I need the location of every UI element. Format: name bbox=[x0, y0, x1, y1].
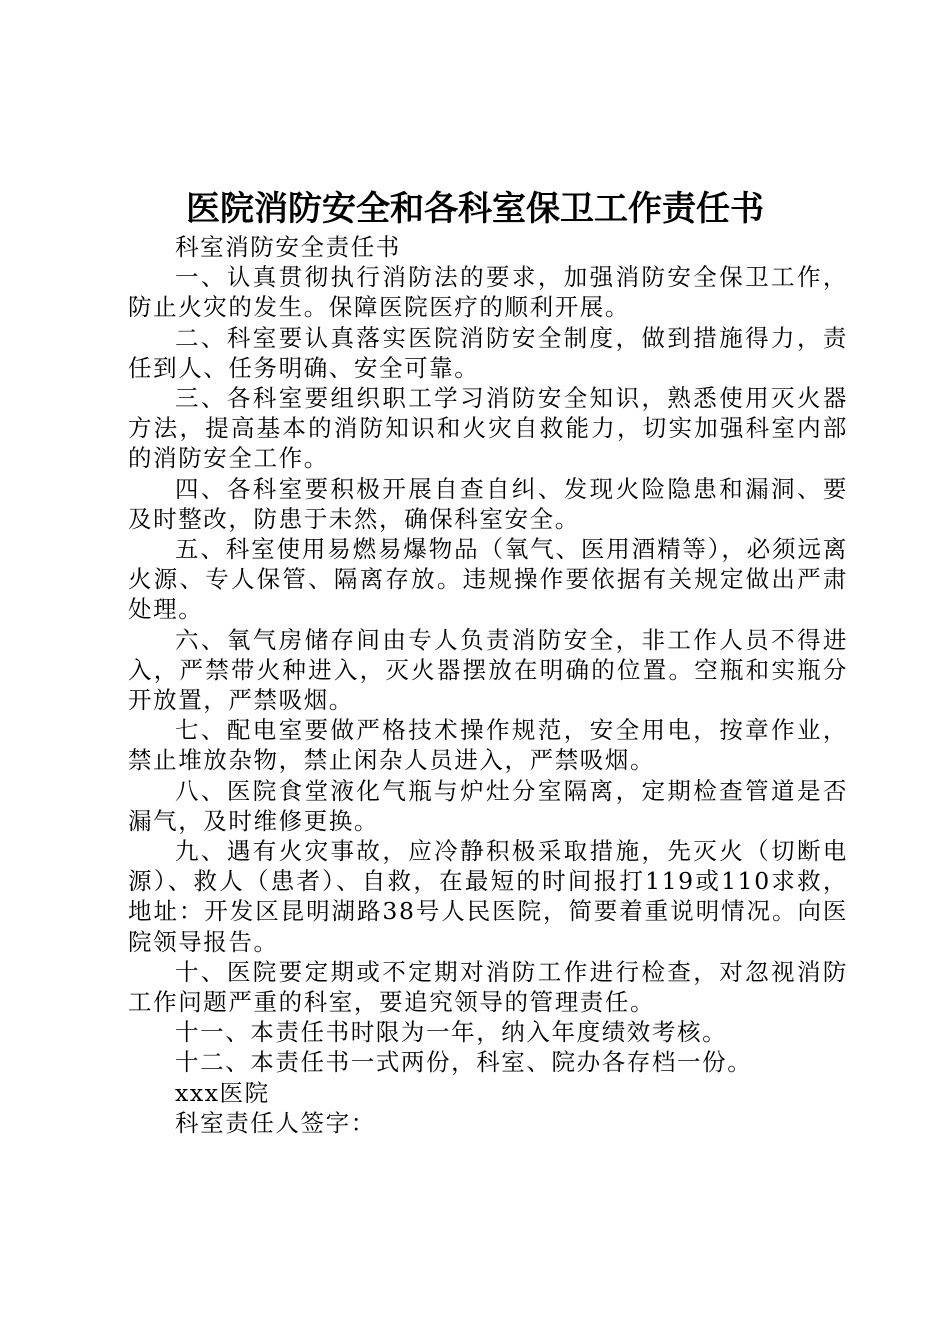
clause-7: 七、配电室要做严格技术操作规范，安全用电，按章作业，禁止堆放杂物，禁止闲杂人员进入，严禁吸烟。 bbox=[128, 716, 848, 775]
clause-5: 五、科室使用易燃易爆物品（氧气、医用酒精等），必须远离火源、专人保管、隔离存放。违规操作要依据有关规定做出严肃处理。 bbox=[128, 535, 848, 624]
document-body bbox=[128, 232, 848, 1138]
clause-9: 九、遇有火灾事故，应冷静积极采取措施，先灭火（切断电源）、救人（患者）、自救，在最短的时间报打119或110求救，地址：开发区昆明湖路38号人民医院，简要着重说明情况。向医院领导报告。 bbox=[128, 837, 848, 956]
signature-label: 科室责任人签字： bbox=[175, 1108, 376, 1137]
clause-2: 二、科室要认真落实医院消防安全制度，做到措施得力，责任到人、任务明确、安全可靠。 bbox=[128, 323, 848, 382]
clause-11: 十一、本责任书时限为一年，纳入年度绩效考核。 bbox=[175, 1018, 728, 1047]
clause-8: 八、医院食堂液化气瓶与炉灶分室隔离，定期检查管道是否漏气，及时维修更换。 bbox=[128, 776, 848, 835]
clause-6: 六、氧气房储存间由专人负责消防安全，非工作人员不得进入，严禁带火种进入，灭火器摆放在明确的位置。空瓶和实瓶分开放置，严禁吸烟。 bbox=[128, 625, 848, 715]
clause-12: 十二、本责任书一式两份，科室、院办各存档一份。 bbox=[175, 1048, 753, 1077]
clause-4: 四、各科室要积极开展自查自纠、发现火险隐患和漏洞、要及时整改，防患于未然，确保科室安全。 bbox=[128, 474, 848, 533]
clause-1: 一、认真贯彻执行消防法的要求，加强消防安全保卫工作，防止火灾的发生。保障医院医疗的顺利开展。 bbox=[128, 263, 848, 322]
clause-3: 三、各科室要组织职工学习消防安全知识，熟悉使用灭火器方法，提高基本的消防知识和火灾自救能力，切实加强科室内部的消防安全工作。 bbox=[128, 384, 848, 473]
clause-10: 十、医院要定期或不定期对消防工作进行检查，对忽视消防工作问题严重的科室，要追究领导的管理责任。 bbox=[128, 957, 848, 1017]
hospital-name: xxx医院 bbox=[175, 1078, 270, 1107]
document-subtitle: 科室消防安全责任书 bbox=[175, 233, 401, 261]
document-title: 医院消防安全和各科室保卫工作责任书 bbox=[186, 189, 764, 229]
